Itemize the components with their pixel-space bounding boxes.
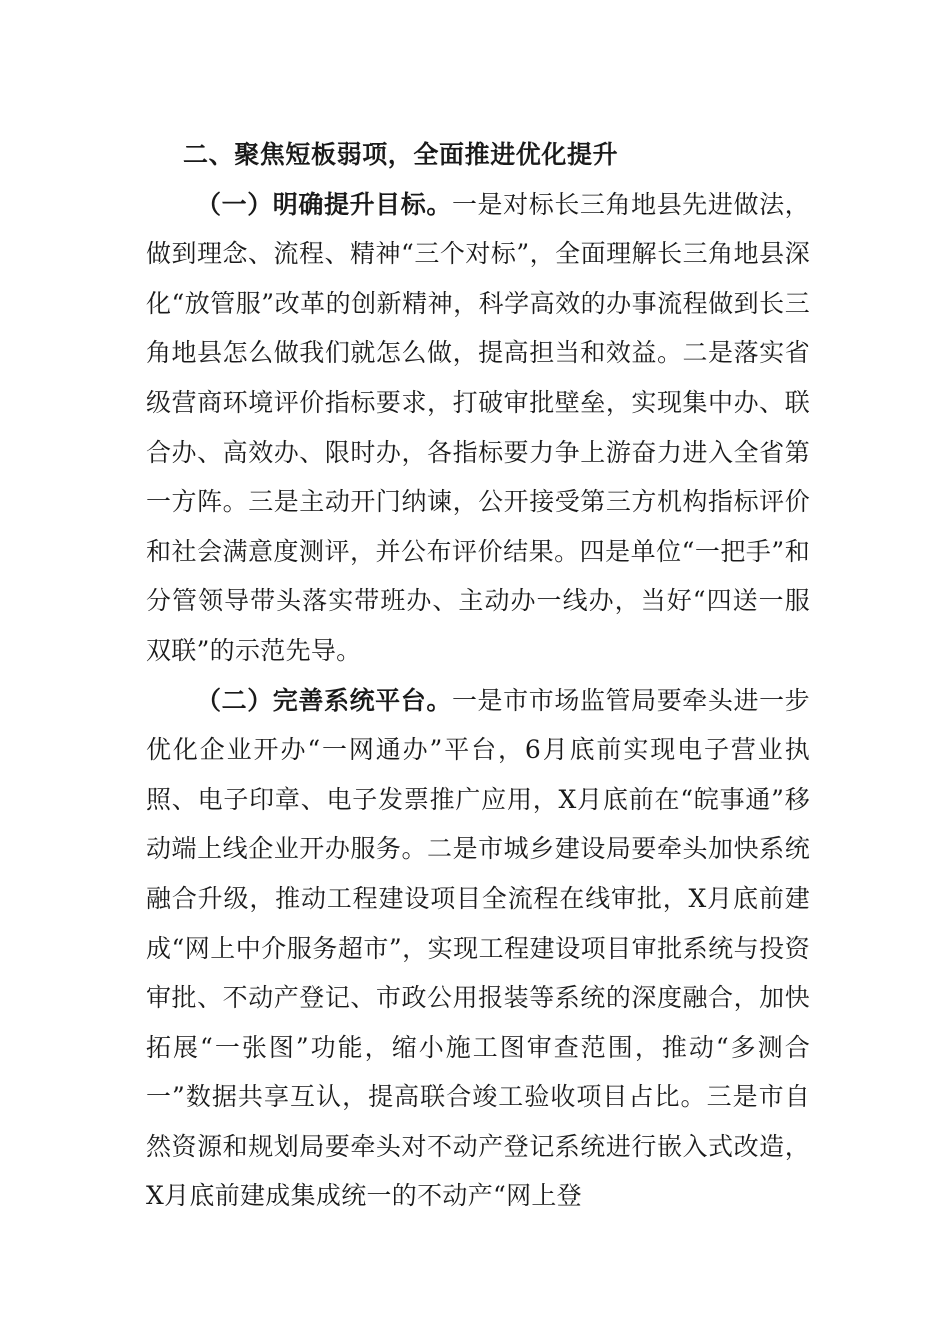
paragraph-1-body: 一是对标长三角地县先进做法，做到理念、流程、精神“三个对标”，全面理解长三角地县深化“放管服”改革的创新精神，科学高效的办事流程做到长三角地县怎么做我们就怎么做，提高担当和效益。二是落实省级营商环境评价指标要求，打破审批壁垒，实现集中办、联合办、高效办、限时办，各指标要力争上游奋力进入全省第一方阵。三是主动开门纳谏，公开接受第三方机构指标评价和社会满意度测评，并公布评价结果。四是单位“一把手”和分管领导带头落实带班办、主动办一线办，当好“四送一服双联”的示范先导。 (146, 189, 810, 665)
paragraph-2-body: 一是市市场监管局要牵头进一步优化企业开办“一网通办”平台，6月底前实现电子营业执照、电子印章、电子发票推广应用，X月底前在“皖事通”移动端上线企业开办服务。二是市城乡建设局要牵头加快系统融合升级，推动工程建设项目全流程在线审批，X月底前建成“网上中介服务超市”，实现工程建设项目审批系统与投资审批、不动产登记、市政公用报装等系统的深度融合，加快拓展“一张图”功能，缩小施工图审查范围，推动“多测合一”数据共享互认，提高联合竣工验收项目占比。三是市自然资源和规划局要牵头对不动产登记系统进行嵌入式改造，X月底前建成集成统一的不动产“网上登 (146, 685, 810, 1211)
paragraph-1 (146, 180, 810, 676)
document-body (146, 130, 810, 1221)
section-heading: 二、聚焦短板弱项，全面推进优化提升 (183, 140, 619, 169)
paragraph-2-lead: （二）完善系统平台。 (196, 685, 452, 715)
paragraph-1-lead: （一）明确提升目标。 (196, 189, 452, 219)
paragraph-2 (146, 676, 810, 1222)
